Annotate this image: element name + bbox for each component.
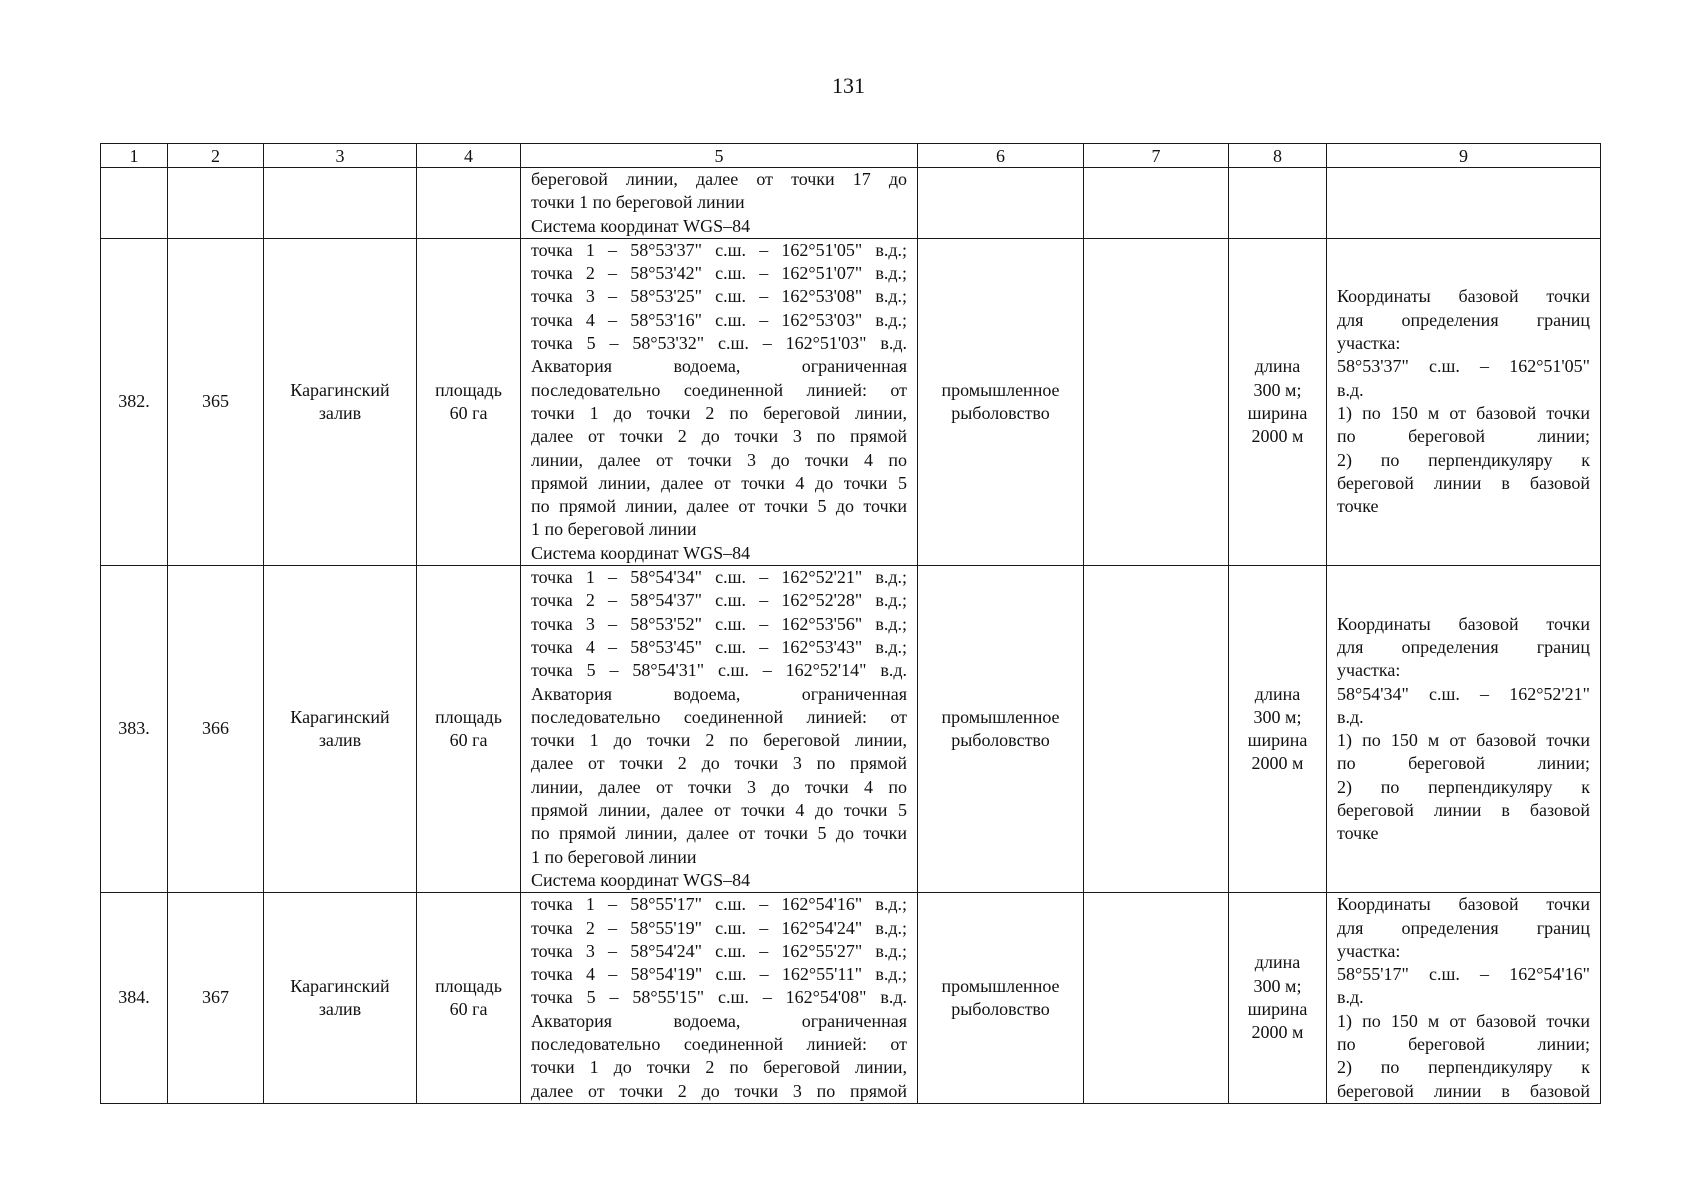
dimensions-cell xyxy=(1229,238,1327,565)
area-cell xyxy=(264,238,417,565)
header-cell: 4 xyxy=(417,144,521,168)
description-line: точки 1 до точки 2 по береговой линии, xyxy=(531,730,907,751)
size-line: площадь xyxy=(435,706,502,727)
size-cell xyxy=(417,238,521,565)
description-line: точка 1 – 58°55'17" с.ш. – 162°54'16" в.д.; xyxy=(531,894,907,915)
description-line: точка 3 – 58°53'25" с.ш. – 162°53'08" в.д.; xyxy=(531,286,907,307)
note-line: 1) по 150 м от базовой точки xyxy=(1337,730,1590,751)
note-line: точке xyxy=(1337,496,1379,517)
description-line: далее от точки 2 до точки 3 по прямой xyxy=(531,753,907,774)
col7-cell xyxy=(1084,893,1229,1104)
description-line: точка 5 – 58°53'32" с.ш. – 162°51'03" в.д. xyxy=(531,333,907,354)
dimensions-line: ширина xyxy=(1247,999,1308,1020)
header-cell: 2 xyxy=(168,144,264,168)
note-line: участка: xyxy=(1337,333,1401,354)
description-line: по прямой линии, далее от точки 5 до точки xyxy=(531,823,907,844)
purpose-cell xyxy=(918,566,1084,893)
header-cell: 1 xyxy=(101,144,168,168)
col7-cell xyxy=(1084,238,1229,565)
row-number-cell: 384. xyxy=(101,893,168,1104)
size-line: 60 га xyxy=(449,999,488,1020)
header-cell: 3 xyxy=(264,144,417,168)
note-line: по береговой линии; xyxy=(1337,753,1590,774)
description-line: точка 3 – 58°54'24" с.ш. – 162°55'27" в.д.; xyxy=(531,940,907,961)
dimensions-line: длина xyxy=(1254,683,1301,704)
note-line: 58°55'17" с.ш. – 162°54'16" xyxy=(1337,964,1590,985)
description-line: прямой линии, далее от точки 4 до точки 5 xyxy=(531,800,907,821)
note-line: Координаты базовой точки xyxy=(1337,286,1590,307)
purpose-line: рыболовство xyxy=(951,999,1050,1020)
description-line: точка 4 – 58°54'19" с.ш. – 162°55'11" в.д.; xyxy=(531,964,907,985)
coordinates-table xyxy=(100,143,1601,1104)
description-line: точка 3 – 58°53'52" с.ш. – 162°53'56" в.д.; xyxy=(531,613,907,634)
purpose-line: рыболовство xyxy=(951,730,1050,751)
description-line: далее от точки 2 до точки 3 по прямой xyxy=(531,1080,907,1101)
header-cell: 8 xyxy=(1229,144,1327,168)
note-line: 1) по 150 м от базовой точки xyxy=(1337,402,1590,423)
note-line: участка: xyxy=(1337,660,1401,681)
dimensions-line: 300 м; xyxy=(1253,379,1302,400)
description-line: точки 1 до точки 2 по береговой линии, xyxy=(531,1057,907,1078)
description-line: далее от точки 2 до точки 3 по прямой xyxy=(531,426,907,447)
description-line: последовательно соединенной линией: от xyxy=(531,379,907,400)
description-cell xyxy=(521,168,918,239)
area-cell xyxy=(264,893,417,1104)
purpose-cell xyxy=(918,238,1084,565)
dimensions-line: ширина xyxy=(1247,402,1308,423)
dimensions-cell xyxy=(1229,168,1327,239)
note-cell xyxy=(1327,893,1601,1104)
header-cell: 7 xyxy=(1084,144,1229,168)
table-row xyxy=(101,893,1601,1104)
note-line: по береговой линии; xyxy=(1337,426,1590,447)
dimensions-line: ширина xyxy=(1247,730,1308,751)
row-number-cell xyxy=(101,168,168,239)
purpose-line: промышленное xyxy=(941,706,1060,727)
description-line: точка 5 – 58°55'15" с.ш. – 162°54'08" в.д. xyxy=(531,987,907,1008)
description-line: точки 1 до точки 2 по береговой линии, xyxy=(531,402,907,423)
row-number-cell: 382. xyxy=(101,238,168,565)
dimensions-cell xyxy=(1229,893,1327,1104)
description-line: Акватория водоема, ограниченная xyxy=(531,683,907,704)
dimensions-line: длина xyxy=(1254,952,1301,973)
note-line: 2) по перпендикуляру к xyxy=(1337,1057,1590,1078)
note-line: Координаты базовой точки xyxy=(1337,894,1590,915)
description-line: Акватория водоема, ограниченная xyxy=(531,1010,907,1031)
dimensions-line: 300 м; xyxy=(1253,706,1302,727)
description-line: точка 2 – 58°53'42" с.ш. – 162°51'07" в.д.; xyxy=(531,263,907,284)
note-cell xyxy=(1327,566,1601,893)
description-line: прямой линии, далее от точки 4 до точки 5 xyxy=(531,472,907,493)
area-cell xyxy=(264,168,417,239)
area-line: залив xyxy=(318,730,362,751)
table-header xyxy=(101,144,1601,168)
note-line: 58°53'37" с.ш. – 162°51'05" xyxy=(1337,356,1590,377)
description-cell xyxy=(521,238,918,565)
description-line: Система координат WGS–84 xyxy=(531,215,751,236)
note-line: береговой линии в базовой xyxy=(1337,472,1590,493)
table-row xyxy=(101,566,1601,893)
note-cell xyxy=(1327,168,1601,239)
size-cell xyxy=(417,566,521,893)
dimensions-line: длина xyxy=(1254,356,1301,377)
description-line: Акватория водоема, ограниченная xyxy=(531,356,907,377)
description-line: последовательно соединенной линией: от xyxy=(531,706,907,727)
description-line: Система координат WGS–84 xyxy=(531,542,751,563)
note-line: береговой линии в базовой xyxy=(1337,800,1590,821)
dimensions-cell xyxy=(1229,566,1327,893)
area-line: Карагинский xyxy=(290,379,390,400)
dimensions-line: 300 м; xyxy=(1253,975,1302,996)
description-line: Система координат WGS–84 xyxy=(531,869,751,890)
header-cell: 6 xyxy=(918,144,1084,168)
continuation-row xyxy=(101,168,1601,239)
row-id-cell xyxy=(168,168,264,239)
purpose-cell xyxy=(918,893,1084,1104)
row-id-cell: 365 xyxy=(168,238,264,565)
row-number-cell: 383. xyxy=(101,566,168,893)
description-line: последовательно соединенной линией: от xyxy=(531,1033,907,1054)
note-line: для определения границ xyxy=(1337,309,1590,330)
description-line: линии, далее от точки 3 до точки 4 по xyxy=(531,449,907,470)
row-id-cell: 366 xyxy=(168,566,264,893)
note-cell xyxy=(1327,238,1601,565)
header-cell: 9 xyxy=(1327,144,1601,168)
description-line: точка 1 – 58°53'37" с.ш. – 162°51'05" в.д.; xyxy=(531,239,907,260)
size-line: 60 га xyxy=(449,730,488,751)
note-line: Координаты базовой точки xyxy=(1337,613,1590,634)
note-line: в.д. xyxy=(1337,987,1364,1008)
note-line: в.д. xyxy=(1337,379,1364,400)
area-line: Карагинский xyxy=(290,706,390,727)
note-line: береговой линии в базовой xyxy=(1337,1080,1590,1101)
purpose-line: промышленное xyxy=(941,975,1060,996)
purpose-line: рыболовство xyxy=(951,402,1050,423)
description-line: линии, далее от точки 3 до точки 4 по xyxy=(531,776,907,797)
description-line: точка 4 – 58°53'16" с.ш. – 162°53'03" в.д.; xyxy=(531,309,907,330)
note-line: 1) по 150 м от базовой точки xyxy=(1337,1010,1590,1031)
note-line: по береговой линии; xyxy=(1337,1033,1590,1054)
area-line: залив xyxy=(318,999,362,1020)
description-line: точка 5 – 58°54'31" с.ш. – 162°52'14" в.д. xyxy=(531,660,907,681)
area-line: Карагинский xyxy=(290,975,390,996)
col7-cell xyxy=(1084,566,1229,893)
dimensions-line: 2000 м xyxy=(1251,1022,1304,1043)
col7-cell xyxy=(1084,168,1229,239)
purpose-cell xyxy=(918,168,1084,239)
dimensions-line: 2000 м xyxy=(1251,753,1304,774)
note-line: участка: xyxy=(1337,940,1401,961)
description-line: точка 2 – 58°54'37" с.ш. – 162°52'28" в.д.; xyxy=(531,590,907,611)
header-row xyxy=(101,144,1601,168)
dimensions-line: 2000 м xyxy=(1251,426,1304,447)
note-line: в.д. xyxy=(1337,706,1364,727)
note-line: 2) по перпендикуляру к xyxy=(1337,449,1590,470)
note-line: 58°54'34" с.ш. – 162°52'21" xyxy=(1337,683,1590,704)
header-cell: 5 xyxy=(521,144,918,168)
table-row xyxy=(101,238,1601,565)
description-cell xyxy=(521,893,918,1104)
description-cell xyxy=(521,566,918,893)
description-line: точка 2 – 58°55'19" с.ш. – 162°54'24" в.д.; xyxy=(531,917,907,938)
row-id-cell: 367 xyxy=(168,893,264,1104)
note-line: для определения границ xyxy=(1337,636,1590,657)
description-line: точка 4 – 58°53'45" с.ш. – 162°53'43" в.д.; xyxy=(531,636,907,657)
description-line: по прямой линии, далее от точки 5 до точки xyxy=(531,496,907,517)
page-number: 131 xyxy=(832,73,865,98)
description-line: точки 1 по береговой линии xyxy=(531,192,745,213)
area-line: залив xyxy=(318,402,362,423)
size-line: площадь xyxy=(435,975,502,996)
purpose-line: промышленное xyxy=(941,379,1060,400)
area-cell xyxy=(264,566,417,893)
note-line: для определения границ xyxy=(1337,917,1590,938)
size-cell xyxy=(417,893,521,1104)
description-line: береговой линии, далее от точки 17 до xyxy=(531,169,907,189)
size-cell xyxy=(417,168,521,239)
description-line: 1 по береговой линии xyxy=(531,846,697,867)
size-line: площадь xyxy=(435,379,502,400)
note-line: 2) по перпендикуляру к xyxy=(1337,776,1590,797)
note-line: точке xyxy=(1337,823,1379,844)
size-line: 60 га xyxy=(449,402,488,423)
description-line: точка 1 – 58°54'34" с.ш. – 162°52'21" в.д.; xyxy=(531,567,907,588)
description-line: 1 по береговой линии xyxy=(531,519,697,540)
